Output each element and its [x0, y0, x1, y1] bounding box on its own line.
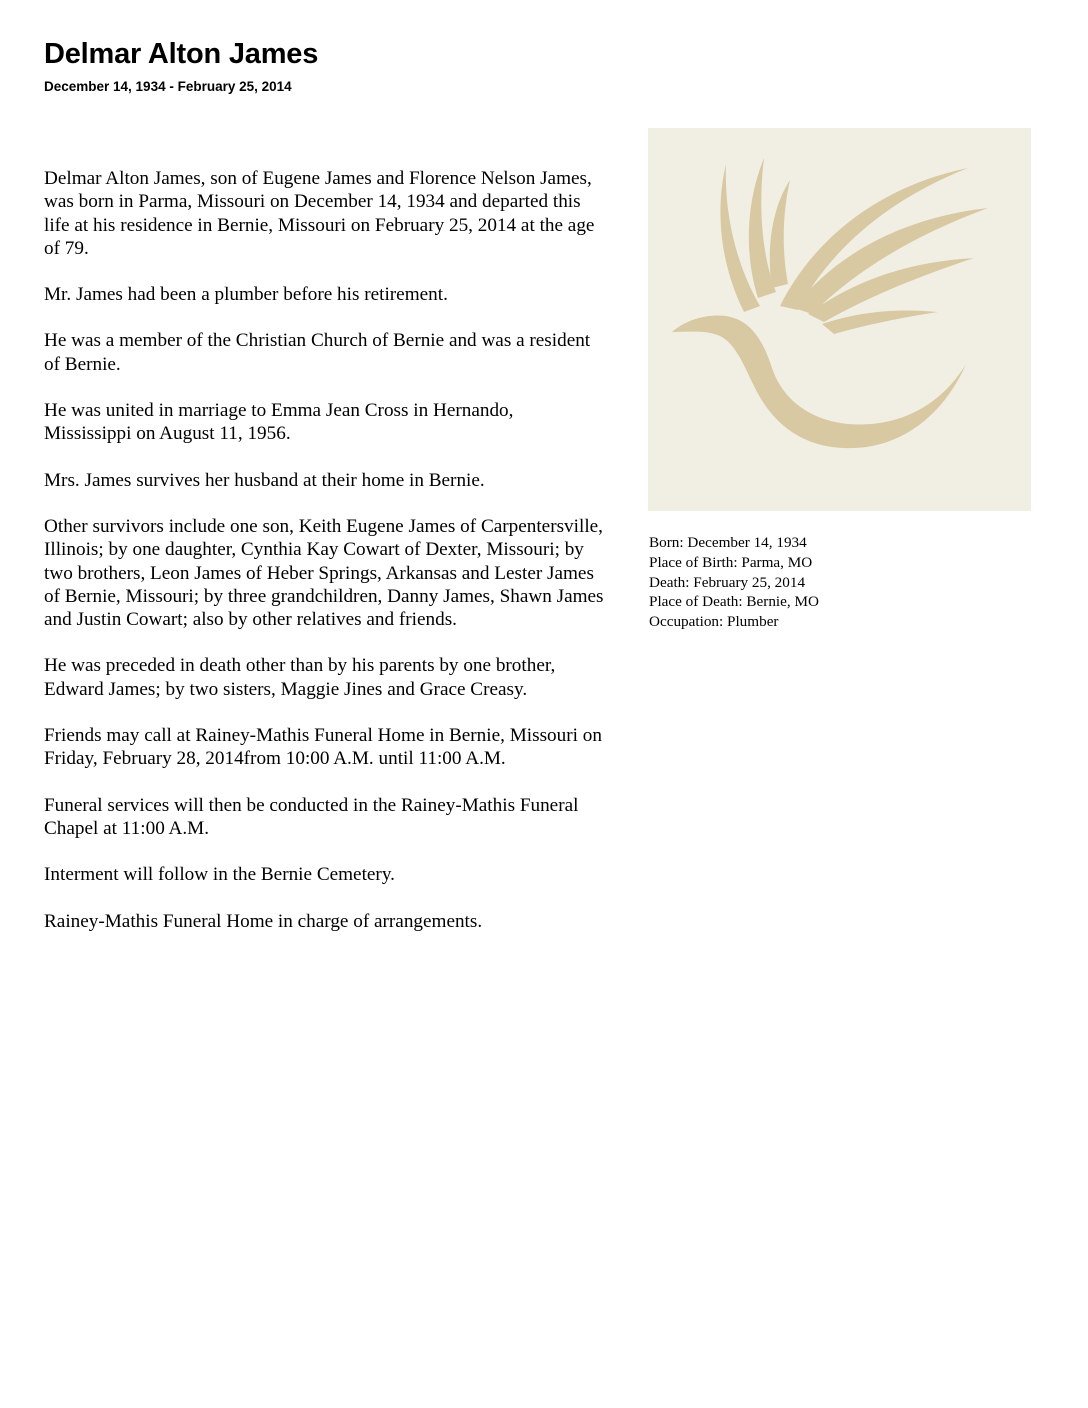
obituary-paragraph: He was preceded in death other than by his parents by one brother, Edward James; by two sisters, Maggie Jines and Grace Creasy. [44, 655, 556, 700]
place-of-death-fact: Place of Death: Bernie, MO [649, 593, 819, 611]
dove-icon [648, 128, 1031, 511]
obituary-header [44, 36, 604, 96]
obituary-paragraph: He was united in marriage to Emma Jean Cross in Hernando, Mississippi on August 11, 1956. [44, 400, 514, 445]
obituary-paragraph: Mrs. James survives her husband at their home in Bernie. [44, 469, 485, 491]
obituary-paragraph: Mr. James had been a plumber before his retirement. [44, 284, 448, 306]
memorial-photo [648, 128, 1031, 511]
born-fact: Born: December 14, 1934 [649, 534, 807, 551]
obituary-paragraph: Interment will follow in the Bernie Cemetery. [44, 864, 395, 886]
obituary-paragraph: He was a member of the Christian Church of Bernie and was a resident of Bernie. [44, 330, 591, 375]
life-dates: December 14, 1934 - February 25, 2014 [44, 79, 292, 94]
obituary-paragraph: Other survivors include one son, Keith Eugene James of Carpentersville, Illinois; by one daughter, Cynthia Kay Cowart of Dexter, Missouri; by two brothers, Leon James of Heber Springs, Arkansas and Lester James of Bernie, Missouri; by three grandchildren, Danny James, Shawn James and Justin Cowart; also by other relatives and friends. [44, 515, 604, 631]
occupation-fact: Occupation: Plumber [649, 613, 779, 631]
obituary-paragraph: Friends may call at Rainey-Mathis Funeral Home in Bernie, Missouri on Friday, February 28, 2014from 10:00 A.M. until 11:00 A.M. [44, 725, 602, 770]
vital-facts [649, 533, 1029, 632]
obituary-paragraph: Delmar Alton James, son of Eugene James and Florence Nelson James, was born in Parma, Missouri on December 14, 1934 and departed this life at his residence in Bernie, Missouri on February 25, 2014 at the age of 79. [44, 168, 595, 259]
deceased-name: Delmar Alton James [44, 38, 319, 70]
obituary-paragraph: Rainey-Mathis Funeral Home in charge of arrangements. [44, 910, 483, 932]
place-of-birth-fact: Place of Birth: Parma, MO [649, 553, 813, 571]
death-fact: Death: February 25, 2014 [649, 573, 806, 591]
obituary-paragraph: Funeral services will then be conducted in the Rainey-Mathis Funeral Chapel at 11:00 A.M. [44, 794, 579, 839]
obituary-text [44, 167, 604, 956]
